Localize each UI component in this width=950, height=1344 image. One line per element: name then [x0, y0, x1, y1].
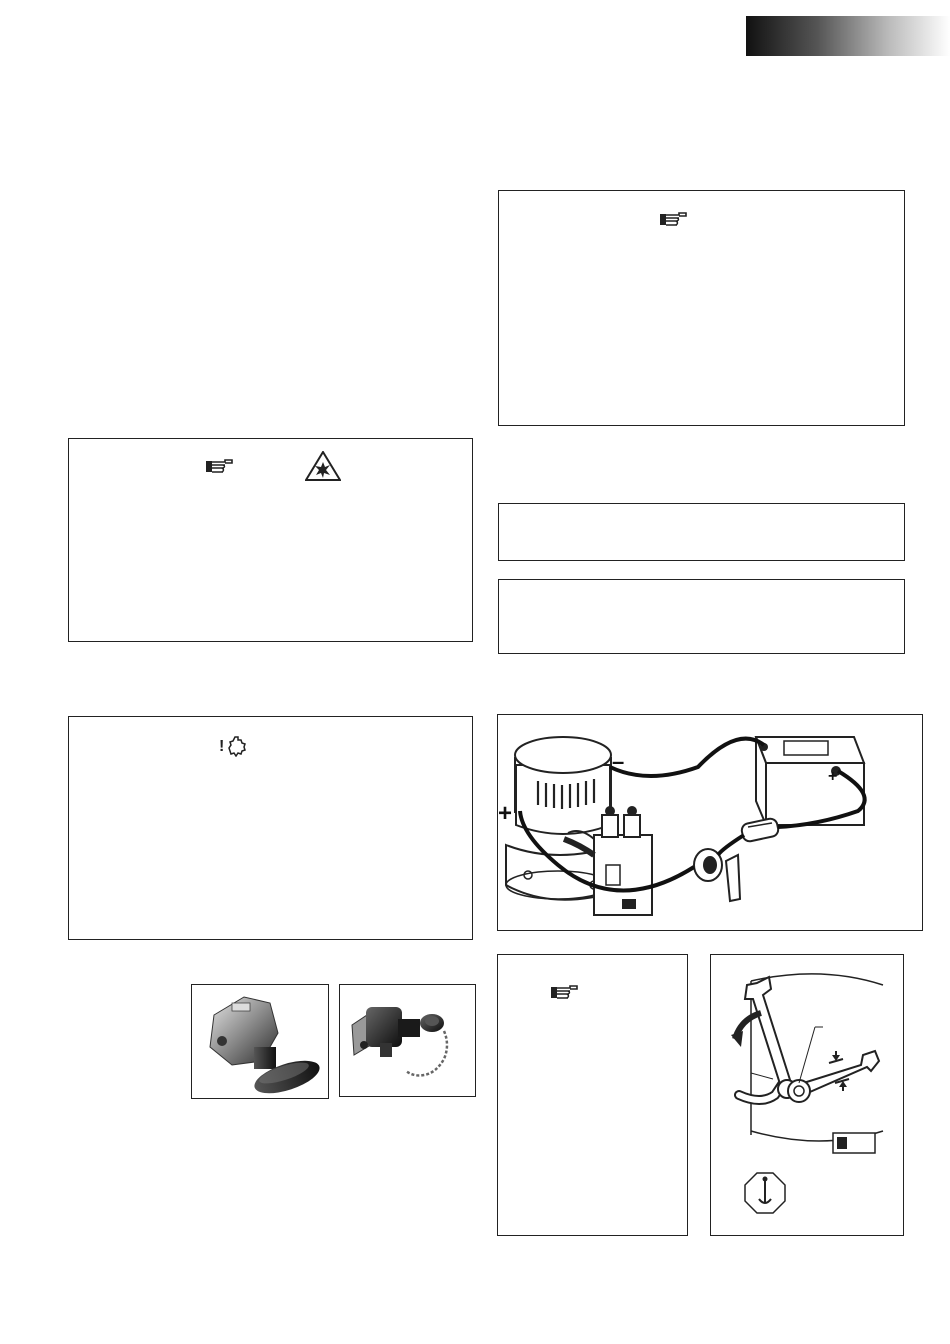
caution-box-explosion [68, 438, 473, 642]
gear-warning-icon [217, 733, 251, 757]
wrench-tightening [788, 1051, 879, 1102]
motor-negative-label: – [612, 749, 625, 774]
section-tab-gradient [746, 16, 950, 56]
battery-wiring-diagram [497, 714, 923, 931]
battery [756, 737, 864, 825]
note-box-small-2 [498, 579, 905, 654]
wrench-tightening-illustration [710, 954, 904, 1236]
battery-disconnect-switch-photo [191, 984, 329, 1099]
battery-disconnect-plug-photo [339, 984, 476, 1097]
note-box-tightening [497, 954, 688, 1236]
fuse-holder [741, 817, 780, 842]
battery-positive-label: + [828, 768, 838, 785]
note-box-top [498, 190, 905, 426]
pointing-hand-icon [659, 210, 689, 228]
caution-box-gear [68, 716, 473, 940]
pointing-hand-icon [205, 457, 235, 475]
disconnect-switch [694, 849, 740, 901]
wrench-holding [745, 977, 796, 1098]
motor-positive-label: + [498, 800, 513, 827]
svg-text:!: ! [219, 738, 225, 755]
note-box-small-1 [498, 503, 905, 561]
explosion-warning-icon [305, 451, 341, 481]
pointing-hand-icon [550, 983, 580, 1001]
wrench-octagon-icon [745, 1173, 785, 1213]
